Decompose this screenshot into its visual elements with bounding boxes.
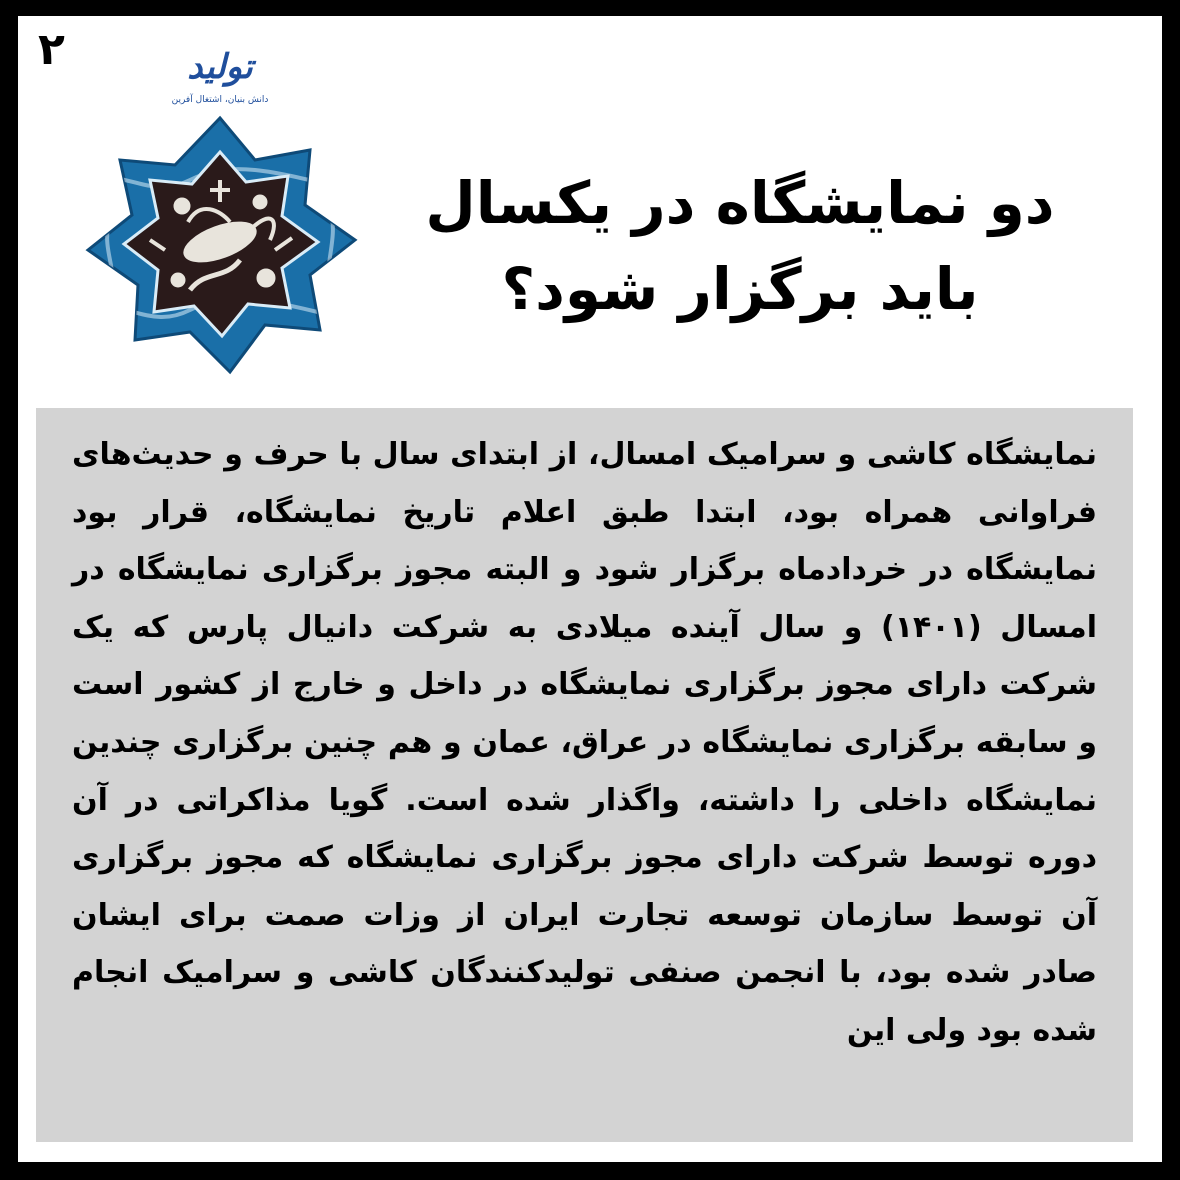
title-line-2: باید برگزار شود؟ [501,255,979,323]
title-line-1: دو نمایشگاه در یکسال [425,169,1055,237]
article-title [400,160,1080,332]
article-text-panel [36,408,1133,1142]
star-tile-image [70,110,370,380]
logo-tagline: دانش بنیان، اشتغال آفرین [171,95,269,105]
logo-brand-text: تولید [187,47,253,87]
article-paragraph: نمایشگاه کاشی و سرامیک امسال، از ابتدای سال با حرف و حدیث‌های فراوانی همراه بود، ابتدا طبق اعلام تاریخ نمایشگاه، قرار بود نمایشگاه در خردادماه برگزار شود و البته مجوز برگزاری نمایشگاه در امسال (۱۴۰۱) و سال آینده میلادی به شرکت دانیال پارس که یک شرکت دارای مجوز برگزاری نمایشگاه در داخل و خارج از کشور است و سابقه برگزاری نمایشگاه در عراق، عمان و هم چنین برگزاری چندین نمایشگاه داخلی را داشته، واگذار شده است. گویا مذاکراتی در آن دوره توسط شرکت دارای مجوز برگزاری نمایشگاه که مجوز برگزاری آن توسط سازمان توسعه تجارت ایران از وزات صمت برای ایشان صادر شده بود، با انجمن صنفی تولیدکنندگان کاشی و سرامیک انجام شده بود ولی این [72,437,1097,1048]
page-number: ۲ [38,24,65,75]
brand-logo [150,40,290,110]
